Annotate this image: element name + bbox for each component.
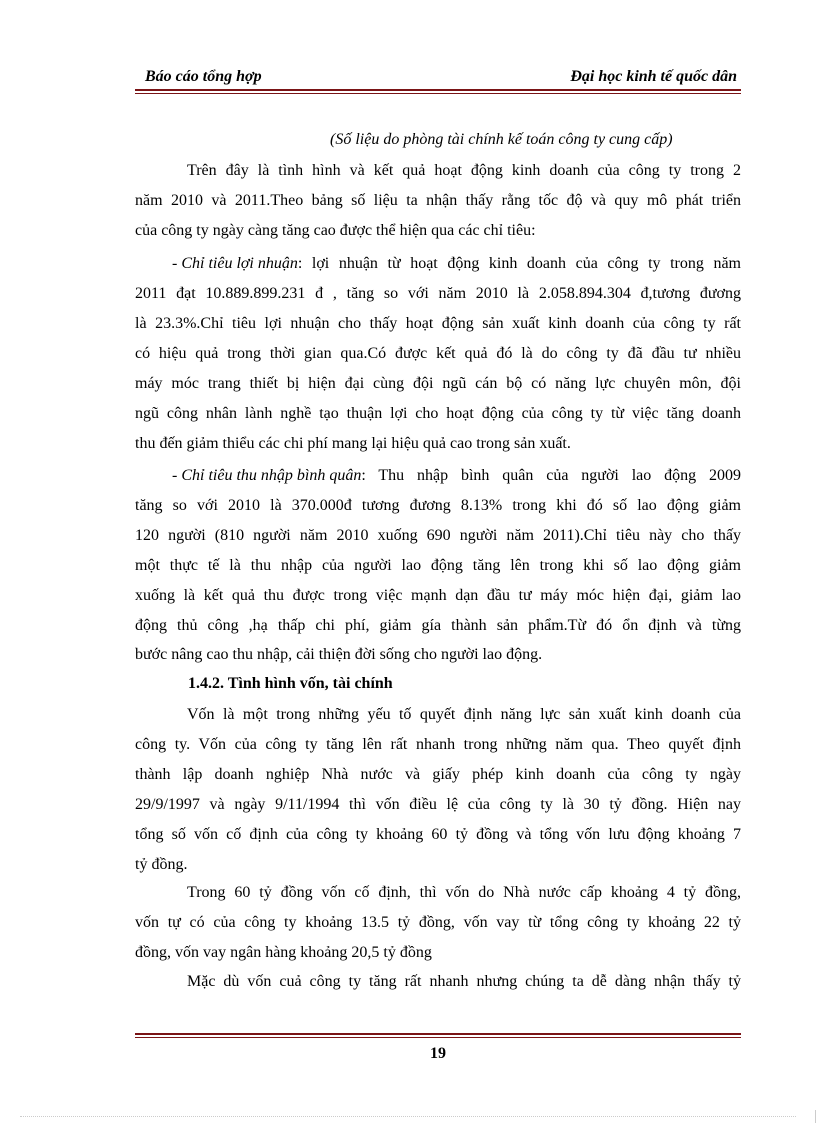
profit-first-line-text: : lợi nhuận từ hoạt động kinh doanh của công ty trong năm (297, 255, 741, 272)
para1-line: Trên đây là tình hình và kết quả hoạt động kinh doanh của công ty trong 2 (187, 162, 741, 179)
profit-line: 2011 đạt 10.889.899.231 đ , tăng so với năm 2010 là 2.058.894.304 đ,tương đương (135, 285, 741, 302)
last-paragraph-line: Mặc dù vốn cuả công ty tăng rất nhanh nhưng chúng ta dễ dàng nhận thấy tỷ (187, 973, 741, 990)
fixed-capital-line: đồng, vốn vay ngân hàng khoảng 20,5 tỷ đồng (135, 944, 432, 961)
page-number: 19 (430, 1045, 446, 1062)
capital-line: tỷ đồng. (135, 856, 188, 873)
page-footer (135, 1033, 741, 1073)
profit-label: Chỉ tiêu lợi nhuận (181, 255, 298, 272)
capital-line: Vốn là một trong những yếu tố quyết định năng lực sản xuất kinh doanh của (187, 706, 741, 723)
profit-line: có hiệu quả trong thời gian qua.Có được kết quả đó là do công ty đã đầu tư nhiều (135, 345, 741, 362)
page-edge-dots (20, 1116, 796, 1117)
fixed-capital-line: Trong 60 tỷ đồng vốn cố định, thì vốn do Nhà nước cấp khoảng 4 tỷ đồng, (187, 884, 741, 901)
header-university-name: Đại học kinh tế quốc dân (570, 68, 737, 85)
capital-line: công ty. Vốn của công ty tăng lên rất nhanh trong những năm qua. Theo quyết định (135, 736, 741, 753)
para1-line: năm 2010 và 2011.Theo bảng số liệu ta nhận thấy rằng tốc độ và quy mô phát triển (135, 192, 741, 209)
income-line: một thực tế là thu nhập của người lao động tăng lên trong khi số lao động giảm (135, 557, 741, 574)
profit-first-line (172, 254, 741, 274)
para1-line: của công ty ngày càng tăng cao được thể hiện qua các chỉ tiêu: (135, 222, 536, 239)
fixed-capital-line: vốn tự có của công ty khoảng 13.5 tỷ đồng, vốn vay từ tổng công ty khoảng 22 tỷ (135, 914, 741, 931)
footer-rule-thick (135, 1033, 741, 1035)
source-note: (Số liệu do phòng tài chính kế toán công ty cung cấp) (330, 131, 673, 148)
profit-line: là 23.3%.Chỉ tiêu lợi nhuận cho thấy hoạt động sản xuất kinh doanh của công ty rất (135, 315, 741, 332)
income-label: Chỉ tiêu thu nhập bình quân (181, 467, 362, 484)
header-report-title: Báo cáo tổng hợp (145, 68, 262, 85)
footer-rule-thin (135, 1037, 741, 1038)
income-prefix: - (172, 467, 182, 484)
capital-line: thành lập doanh nghiệp Nhà nước và giấy phép kinh doanh của công ty ngày (135, 766, 741, 783)
income-line: bước nâng cao thu nhập, cải thiện đời sống cho người lao động. (135, 646, 543, 663)
profit-line: ngũ công nhân lành nghề tạo thuận lợi cho hoạt động của công ty từ việc tăng doanh (135, 405, 741, 422)
capital-line: tổng số vốn cố định của công ty khoảng 60 tỷ đồng và tổng vốn lưu động khoảng 7 (135, 826, 741, 843)
income-line: xuống là kết quả thu được trong việc mạnh dạn đầu tư máy móc hiện đại, giảm lao (135, 587, 741, 604)
income-line: động thủ công ,hạ thấp chi phí, giảm gía thành sản phẩm.Từ đó ổn định và từng (135, 617, 741, 634)
income-line: tăng so với 2010 là 370.000đ tương đương 8.13% trong khi đó số lao động giảm (135, 497, 741, 514)
capital-line: 29/9/1997 và ngày 9/11/1994 thì vốn điều lệ của công ty là 30 tỷ đồng. Hiện nay (135, 796, 741, 813)
section-heading: 1.4.2. Tình hình vốn, tài chính (188, 675, 393, 692)
income-line: 120 người (810 người năm 2010 xuống 690 người năm 2011).Chỉ tiêu này cho thấy (135, 527, 741, 544)
profit-prefix: - (172, 255, 182, 272)
profit-line: thu đến giảm thiểu các chi phí mang lại hiệu quả cao trong sản xuất. (135, 435, 571, 452)
profit-line: máy móc trang thiết bị hiện đại cùng đội ngũ cán bộ có năng lực chuyên môn, đội (135, 375, 741, 392)
income-first-line-text: : Thu nhập bình quân của người lao động 2009 (361, 467, 741, 484)
income-first-line (172, 466, 741, 486)
